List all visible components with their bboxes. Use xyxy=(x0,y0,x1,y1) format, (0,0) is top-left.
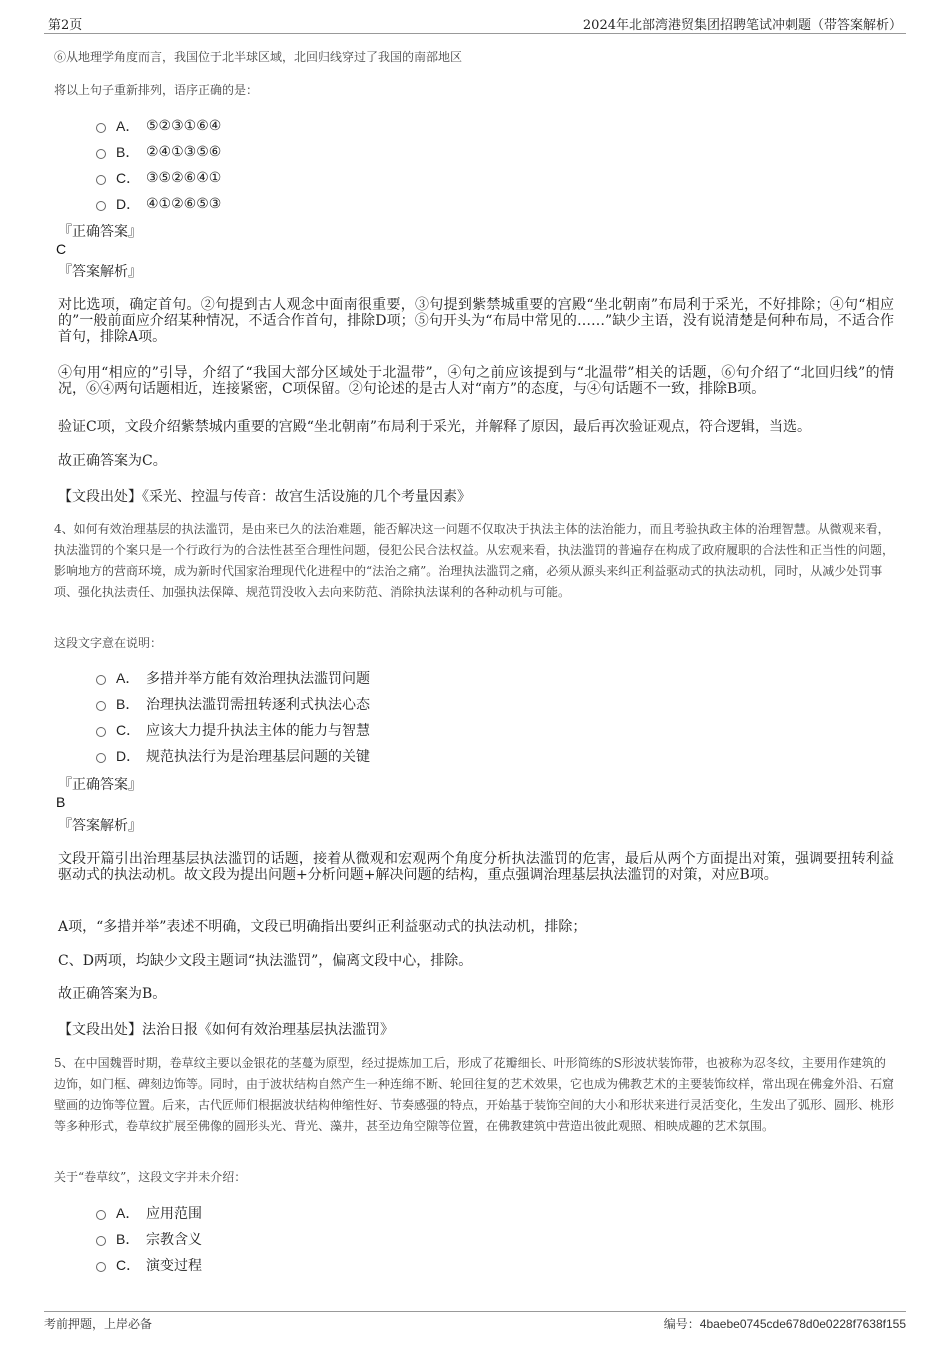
q3-analysis-3: 验证C项，文段介绍紫禁城内重要的宫殿“坐北朝南”布局利于采光，并解释了原因，最后再次验证观点，符合逻辑，当选。 xyxy=(58,419,812,435)
q4-option-d[interactable]: D． 规范执法行为是治理基层问题的关键 xyxy=(96,744,370,768)
q5-passage: 5、在中国魏晋时期，卷草纹主要以金银花的茎蔓为原型，经过提炼加工后，形成了花瓣细长、叶形简练的S形波状装饰带，也被称为忍冬纹，主要用作建筑的边饰，如门框、碑刻边饰等。同时，由于波状结构自然产生一种连绵不断、轮回往复的艺术效果，它也成为佛教艺术的主要装饰纹样，常出现在佛龛外沿、石窟壁画的边饰等位置。后来，古代匠师们根据波状结构伸缩性好、节奏感强的特点，开始基于装饰空间的大小和形状来进行灵活变化，生发出了弧形、圆形、桃形等多种形式，卷草纹扩展至佛像的圆形头光、背光、藻井，甚至边角空隙等位置，在佛教建筑中营造出彼此观照、相映成趣的艺术氛围。 xyxy=(54,1056,895,1133)
radio-icon[interactable] xyxy=(96,1262,106,1272)
radio-icon[interactable] xyxy=(96,753,106,763)
q4-option-a[interactable]: A． 多措并举方能有效治理执法滥罚问题 xyxy=(96,666,370,690)
q3-answer-label: 『正确答案』 xyxy=(58,224,142,240)
q4-answer: B xyxy=(56,794,66,810)
page-number: 第2页 xyxy=(48,18,83,33)
radio-icon[interactable] xyxy=(96,201,106,211)
q4-analysis-label: 『答案解析』 xyxy=(58,818,142,834)
q3-source: 【文段出处】《采光、控温与传音：故宫生活设施的几个考量因素》 xyxy=(58,489,471,505)
q3-analysis-2: ④句用“相应的”引导，介绍了“我国大部分区域处于北温带”，④句之前应该提到与“北温带”相关的话题，⑥句介绍了“北回归线”的情况，⑥④两句话题相近，连接紧密，C项保留。②句论述的是古人对“南方”的态度，与④句话题不一致，排除B项。 xyxy=(58,365,894,397)
document-title: 2024年北部湾港贸集团招聘笔试冲刺题（带答案解析） xyxy=(582,18,902,33)
footer-code xyxy=(664,1315,906,1332)
radio-icon[interactable] xyxy=(96,123,106,133)
q5-option-c[interactable]: C． 演变过程 xyxy=(96,1253,202,1277)
q4-prompt: 这段文字意在说明： xyxy=(54,636,163,650)
footer-code-label: 编号： xyxy=(663,1317,700,1331)
q4-option-c[interactable]: C． 应该大力提升执法主体的能力与智慧 xyxy=(96,718,370,742)
q3-analysis-1: 对比选项，确定首句。②句提到古人观念中面南很重要，③句提到紫禁城重要的宫殿“坐北朝南”布局利于采光，不好排除；④句“相应的”一般前面应介绍某种情况，不适合作首句，排除D项；⑤句开头为“布局中常见的……”缺少主语，没有说清楚是何种布局，不适合作首句，排除A项。 xyxy=(58,297,894,345)
radio-icon[interactable] xyxy=(96,727,106,737)
q3-option-b[interactable]: B． ②④①③⑤⑥ xyxy=(96,140,221,164)
q3-prompt: 将以上句子重新排列，语序正确的是： xyxy=(54,83,259,97)
q3-analysis-4: 故正确答案为C。 xyxy=(58,453,167,469)
footer-slogan: 考前押题，上岸必备 xyxy=(44,1317,153,1331)
radio-icon[interactable] xyxy=(96,701,106,711)
q4-passage: 4、如何有效治理基层的执法滥罚，是由来已久的法治难题，能否解决这一问题不仅取决于执法主体的法治能力，而且考验执政主体的治理智慧。从微观来看，执法滥罚的个案只是一个行政行为的合法性甚至合理性问题，侵犯公民合法权益。从宏观来看，执法滥罚的普遍存在构成了政府履职的合法性和正当性的问题，影响地方的营商环境，成为新时代国家治理现代化进程中的“法治之痛”。治理执法滥罚之痛，必须从源头来纠正利益驱动式的执法动机，同时，从减少处罚事项、强化执法责任、加强执法保障、规范罚没收入去向来防范、消除执法谋利的各种动机与可能。 xyxy=(54,522,895,599)
q5-option-a[interactable]: A． 应用范围 xyxy=(96,1201,202,1225)
q3-option-c[interactable]: C． ③⑤②⑥④① xyxy=(96,166,221,190)
q4-analysis-4: 故正确答案为B。 xyxy=(58,986,167,1002)
q4-answer-label: 『正确答案』 xyxy=(58,777,142,793)
radio-icon[interactable] xyxy=(96,675,106,685)
page-header xyxy=(44,12,906,34)
radio-icon[interactable] xyxy=(96,1236,106,1246)
radio-icon[interactable] xyxy=(96,175,106,185)
q4-source: 【文段出处】法治日报《如何有效治理基层执法滥罚》 xyxy=(58,1022,394,1038)
q5-prompt: 关于“卷草纹”，这段文字并未介绍： xyxy=(54,1170,247,1184)
q3-analysis-label: 『答案解析』 xyxy=(58,264,142,280)
q5-option-b[interactable]: B． 宗教含义 xyxy=(96,1227,202,1251)
q3-option-a[interactable]: A． ⑤②③①⑥④ xyxy=(96,114,221,138)
q4-option-b[interactable]: B． 治理执法滥罚需扭转逐利式执法心态 xyxy=(96,692,370,716)
q3-answer: C xyxy=(56,241,67,257)
radio-icon[interactable] xyxy=(96,149,106,159)
q3-sentence-6: ⑥从地理学角度而言，我国位于北半球区域，北回归线穿过了我国的南部地区 xyxy=(54,50,463,64)
radio-icon[interactable] xyxy=(96,1210,106,1220)
q4-analysis-1: 文段开篇引出治理基层执法滥罚的话题，接着从微观和宏观两个角度分析执法滥罚的危害，最后从两个方面提出对策，强调要扭转利益驱动式的执法动机。故文段为提出问题+分析问题+解决问题的结构，重点强调治理基层执法滥罚的对策，对应B项。 xyxy=(58,851,894,883)
q3-option-d[interactable]: D． ④①②⑥⑤③ xyxy=(96,192,221,216)
page-footer xyxy=(44,1311,906,1333)
q4-analysis-3: C、D两项，均缺少文段主题词“执法滥罚”，偏离文段中心，排除。 xyxy=(58,953,473,969)
q4-analysis-2: A项，“多措并举”表述不明确，文段已明确指出要纠正利益驱动式的执法动机，排除； xyxy=(58,919,587,935)
footer-code-value: 4baebe0745cde678d0e0228f7638f155 xyxy=(699,1317,906,1331)
